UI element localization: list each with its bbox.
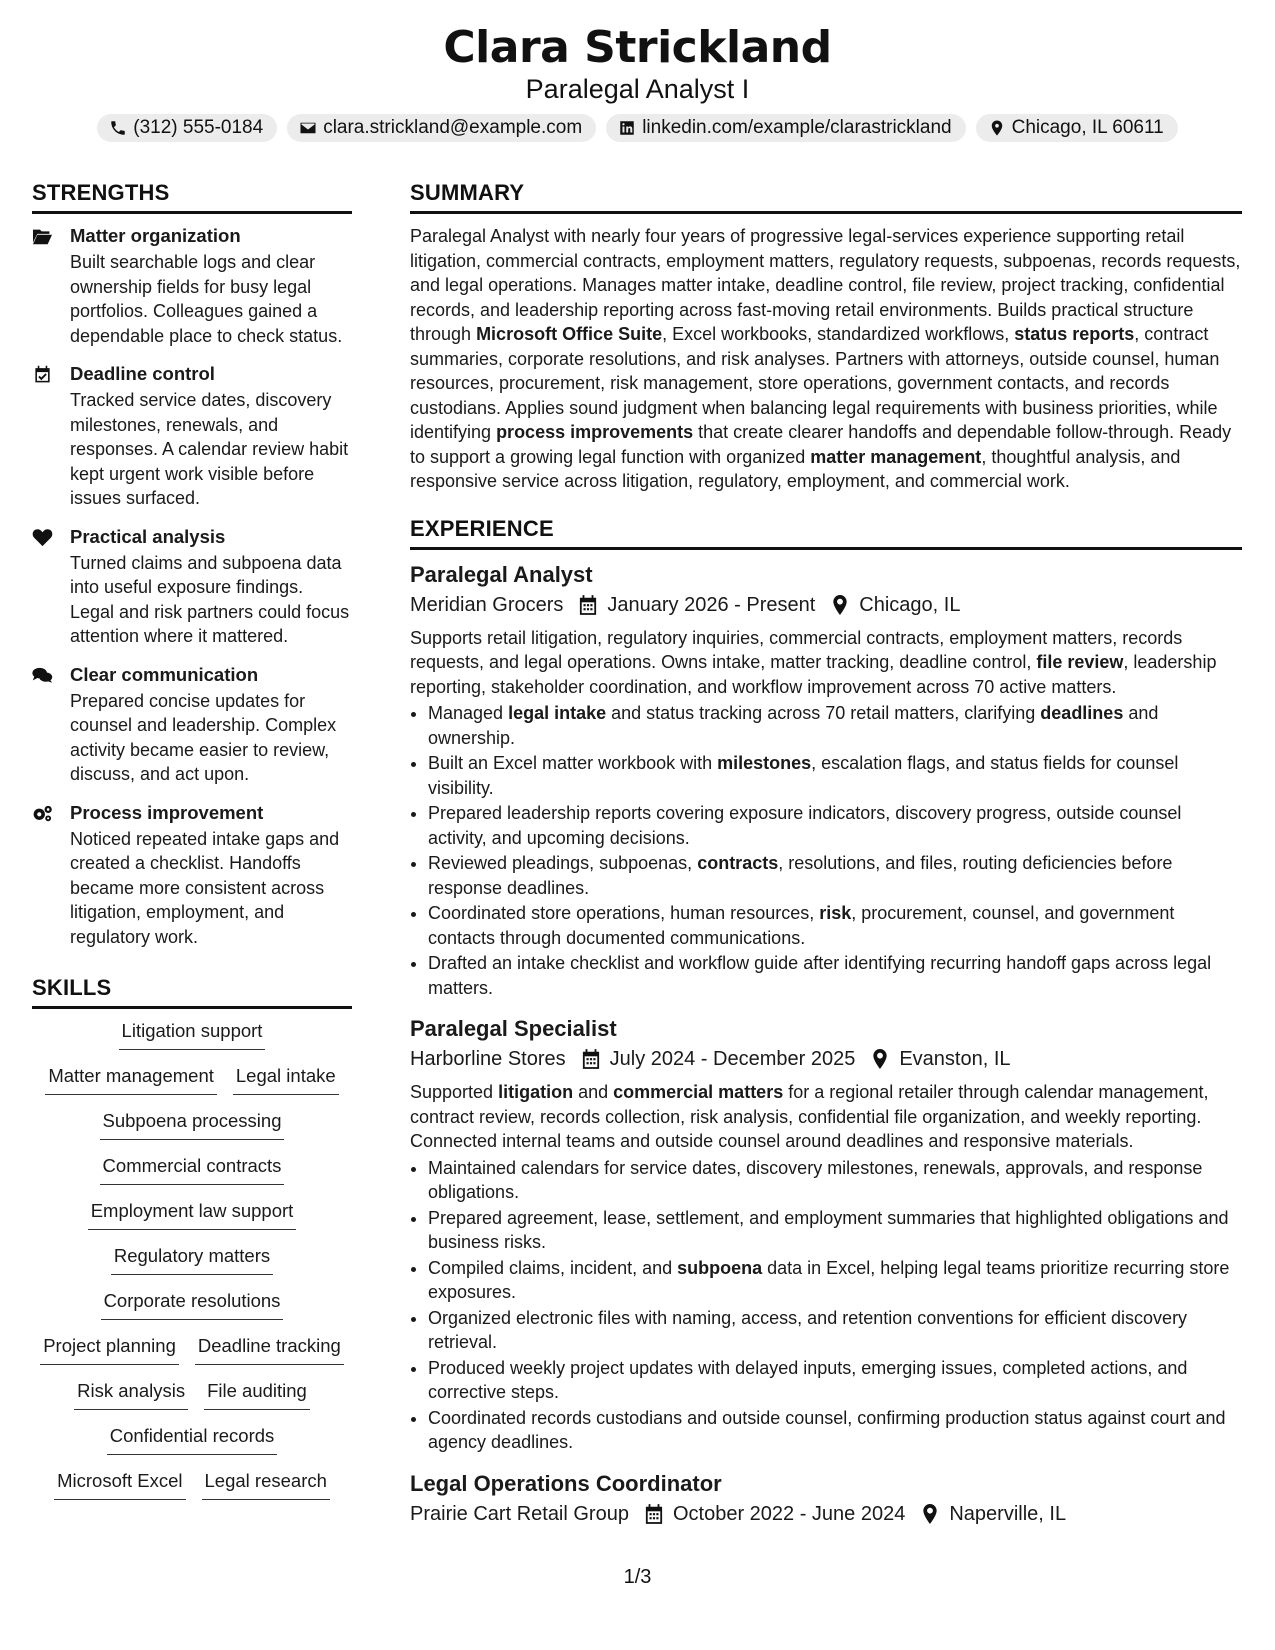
job-meta: [410, 1044, 1242, 1074]
page-number: 1/3: [623, 1566, 652, 1588]
job-bullet: • Coordinated records custodians and outside counsel, confirming production status against court and agency deadlines.: [428, 1406, 1242, 1455]
skill-tag: Corporate resolutions: [101, 1289, 284, 1320]
contact-location: [976, 114, 1178, 142]
job-meta: [410, 590, 1242, 620]
skill-tag: Matter management: [45, 1064, 217, 1095]
summary-text: Paralegal Analyst with nearly four years of progressive legal-services experience supporting retail litigation, commercial contracts, employment matters, regulatory requests, subpoenas, records requests, and legal operations. Manages matter intake, deadline control, file review, project tracking, confidential records, and leadership reporting across fast-moving retail environments. Builds practical structure through Microsoft Office Suite, Excel workbooks, standardized workflows, status reports, contract summaries, corporate resolutions, and risk analyses. Partners with attorneys, outside counsel, human resources, procurement, risk management, store operations, government contacts, and records custodians. Applies sound judgment when balancing legal requirements with business priorities, while identifying process improvements that create clearer handoffs and dependable follow-through. Ready to support a growing legal function with organized matter management, thoughtful analysis, and responsive service across litigation, regulatory, employment, and commercial work.: [410, 226, 1241, 491]
job-title: Paralegal Analyst: [410, 561, 593, 587]
contact-linkedin-text: linkedin.com/example/clarastrickland: [642, 117, 952, 138]
skill-row: [32, 1379, 352, 1410]
right-column: [410, 180, 1242, 1543]
skill-tag: Regulatory matters: [111, 1244, 273, 1275]
phone-icon: [109, 119, 127, 137]
keyword-bold: contracts: [697, 853, 779, 873]
job-bullet: • Maintained calendars for service dates, discovery milestones, renewals, approvals, and response obligations.: [428, 1156, 1242, 1205]
skill-tag: Microsoft Excel: [54, 1469, 185, 1500]
skills-section: [32, 975, 352, 1500]
skill-tag: Deadline tracking: [195, 1334, 344, 1365]
skill-tag: Project planning: [40, 1334, 179, 1365]
envelope-icon: [299, 119, 317, 137]
job-bullet: • Managed legal intake and status tracking across 70 retail matters, clarifying deadlines and ownership.: [428, 701, 1242, 750]
keyword-bold: Microsoft Office Suite: [476, 324, 663, 344]
job-company: Meridian Grocers: [410, 593, 564, 616]
job-company: Prairie Cart Retail Group: [410, 1502, 629, 1525]
keyword-bold: matter management: [810, 446, 982, 467]
strength-text: Tracked service dates, discovery milestones, renewals, and responses. A calendar review habit kept urgent work visible before issues surfaced.: [70, 390, 349, 508]
strength-title: Matter organization: [70, 225, 241, 246]
contact-email-text: clara.strickland@example.com: [323, 117, 583, 138]
keyword-bold: litigation: [498, 1082, 574, 1102]
job-bullet: • Prepared leadership reports covering exposure indicators, discovery progress, outside counsel activity, and upcoming decisions.: [428, 801, 1242, 850]
folder-open-icon: [32, 227, 53, 246]
linkedin-icon: [618, 119, 636, 137]
calendar-check-icon: [32, 365, 53, 384]
contact-linkedin[interactable]: [606, 114, 965, 142]
keyword-bold: file review: [1036, 652, 1124, 672]
skill-tag: Legal intake: [233, 1064, 339, 1095]
job-meta: [410, 1499, 1242, 1529]
keyword-bold: commercial matters: [613, 1082, 784, 1102]
job-bullets: [410, 1156, 1242, 1455]
job-bullet: • Organized electronic files with naming, access, and retention conventions for efficient discovery retrieval.: [428, 1306, 1242, 1355]
calendar-icon: [579, 595, 597, 615]
calendar-icon: [645, 1504, 663, 1524]
keyword-bold: milestones: [717, 753, 812, 773]
strengths-heading: STRENGTHS: [32, 180, 352, 214]
job-dates: July 2024 - December 2025: [609, 1048, 856, 1070]
strength-text: Prepared concise updates for counsel and leadership. Complex activity became easier to review, discuss, and act upon.: [70, 690, 337, 784]
candidate-name: Clara Strickland: [443, 22, 832, 73]
strength-item: [32, 362, 352, 511]
skill-row: [32, 1064, 352, 1095]
job-bullet: • Prepared agreement, lease, settlement, and employment summaries that highlighted obligations and business risks.: [428, 1206, 1242, 1255]
skill-tag: Litigation support: [119, 1019, 266, 1050]
job-entry: [410, 1014, 1242, 1455]
candidate-role: Paralegal Analyst I: [525, 74, 750, 104]
job-bullet: • Produced weekly project updates with delayed inputs, emerging issues, completed actions, and corrective steps.: [428, 1356, 1242, 1405]
map-pin-icon: [831, 595, 849, 615]
skill-tag: Confidential records: [107, 1424, 278, 1455]
contact-bar: [0, 114, 1275, 142]
keyword-bold: risk: [819, 903, 852, 923]
skill-tag: Commercial contracts: [100, 1154, 285, 1185]
skill-row: [32, 1289, 352, 1320]
map-pin-icon: [988, 119, 1006, 137]
map-pin-icon: [921, 1504, 939, 1524]
job-bullets: [410, 701, 1242, 1000]
contact-email[interactable]: [287, 114, 596, 142]
comments-icon: [32, 666, 53, 685]
job-bullet: • Drafted an intake checklist and workflow guide after identifying recurring handoff gaps across legal matters.: [428, 951, 1242, 1000]
experience-list: [410, 560, 1242, 1529]
skill-tag: Subpoena processing: [100, 1109, 285, 1140]
job-title: Legal Operations Coordinator: [410, 1470, 722, 1496]
skill-tag: Risk analysis: [74, 1379, 188, 1410]
job-entry: [410, 560, 1242, 1001]
strength-item: [32, 224, 352, 348]
skill-row: [32, 1199, 352, 1230]
job-location: Evanston, IL: [899, 1048, 1011, 1070]
strength-title: Process improvement: [70, 801, 264, 823]
strength-title: Clear communication: [70, 663, 259, 685]
skills-heading: SKILLS: [32, 975, 352, 1009]
skill-row: [32, 1154, 352, 1185]
contact-phone-text: (312) 555-0184: [133, 117, 264, 138]
skill-row: [32, 1019, 352, 1050]
job-description: Supported litigation and commercial matters for a regional retailer through calendar management, contract review, records collection, risk analysis, confidential file organization, and weekly reporting. Connected internal teams and outside counsel around deadlines and responsive materials.: [410, 1082, 1209, 1151]
keyword-bold: process improvements: [496, 422, 694, 442]
skill-row: [32, 1469, 352, 1500]
job-bullet: • Reviewed pleadings, subpoenas, contracts, resolutions, and files, routing deficiencies before response deadlines.: [428, 851, 1242, 900]
calendar-icon: [582, 1049, 600, 1069]
skill-row: [32, 1424, 352, 1455]
job-entry: [410, 1469, 1242, 1529]
job-location: Chicago, IL: [859, 593, 961, 616]
strength-text: Turned claims and subpoena data into useful exposure findings. Legal and risk partners could focus attention where it mattered.: [70, 552, 350, 646]
job-bullet: • Compiled claims, incident, and subpoena data in Excel, helping legal teams prioritize recurring store exposures.: [428, 1256, 1242, 1305]
job-dates: January 2026 - Present: [607, 593, 816, 616]
skill-row: [32, 1109, 352, 1140]
map-pin-icon: [871, 1049, 889, 1069]
job-bullet: • Built an Excel matter workbook with milestones, escalation flags, and status fields for counsel visibility.: [428, 751, 1242, 800]
contact-location-text: Chicago, IL 60611: [1011, 117, 1164, 138]
strength-title: Deadline control: [70, 363, 215, 384]
job-dates: October 2022 - June 2024: [672, 1502, 906, 1525]
skill-row: [32, 1244, 352, 1275]
strength-text: Built searchable logs and clear ownership fields for busy legal portfolios. Colleagues gained a dependable place to check status.: [70, 252, 343, 346]
left-column: [32, 180, 352, 1500]
strength-item: [32, 525, 352, 649]
job-title: Paralegal Specialist: [410, 1016, 617, 1041]
skill-tag: Legal research: [202, 1469, 330, 1500]
skill-tag: Employment law support: [88, 1199, 297, 1230]
job-company: Harborline Stores: [410, 1048, 566, 1070]
keyword-bold: legal intake: [508, 703, 607, 723]
heart-icon: [32, 528, 53, 547]
skill-row: [32, 1334, 352, 1365]
keyword-bold: subpoena: [677, 1257, 763, 1278]
strength-item: [32, 801, 352, 950]
skills-list: [32, 1019, 352, 1500]
strength-text: Noticed repeated intake gaps and created a checklist. Handoffs became more consistent across litigation, employment, and regulatory work.: [70, 828, 340, 947]
contact-phone[interactable]: [97, 114, 277, 142]
summary-heading: SUMMARY: [410, 180, 1242, 214]
gears-icon: [32, 804, 53, 823]
job-bullet: • Coordinated store operations, human resources, risk, procurement, counsel, and government contacts through documented communications.: [428, 901, 1242, 950]
experience-heading: EXPERIENCE: [410, 516, 1242, 550]
strength-title: Practical analysis: [70, 525, 226, 547]
keyword-bold: status reports: [1014, 324, 1135, 344]
job-location: Naperville, IL: [949, 1502, 1067, 1525]
keyword-bold: deadlines: [1040, 703, 1124, 723]
skill-tag: File auditing: [204, 1379, 310, 1410]
job-description: Supports retail litigation, regulatory inquiries, commercial contracts, employment matters, records requests, and legal operations. Owns intake, matter tracking, deadline control, file review, leadership reporting, stakeholder coordination, and workflow improvement across 70 active matters.: [410, 627, 1217, 697]
strength-item: [32, 663, 352, 787]
